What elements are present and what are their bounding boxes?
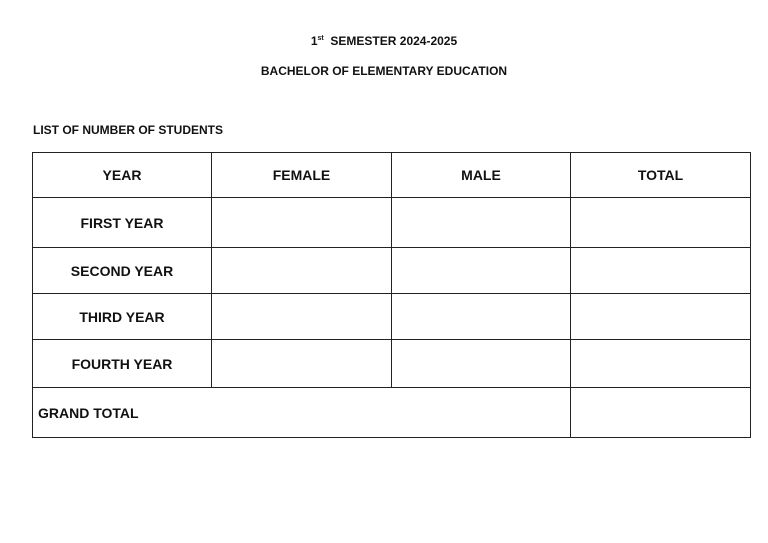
grand-total-label: GRAND TOTAL	[33, 388, 571, 438]
grand-total-row	[33, 388, 751, 438]
total-cell[interactable]	[571, 198, 751, 248]
column-header-total: TOTAL	[571, 153, 751, 198]
table-row	[33, 340, 751, 388]
male-cell[interactable]	[392, 248, 571, 294]
program-heading: BACHELOR OF ELEMENTARY EDUCATION	[260, 64, 508, 78]
female-cell[interactable]	[212, 248, 392, 294]
grand-total-cell[interactable]	[571, 388, 751, 438]
year-cell: FIRST YEAR	[33, 198, 212, 248]
female-cell[interactable]	[212, 294, 392, 340]
total-cell[interactable]	[571, 248, 751, 294]
total-cell[interactable]	[571, 294, 751, 340]
male-cell[interactable]	[392, 198, 571, 248]
male-cell[interactable]	[392, 294, 571, 340]
column-header-year: YEAR	[33, 153, 212, 198]
students-table	[32, 152, 751, 438]
table-row	[33, 198, 751, 248]
year-cell: FOURTH YEAR	[33, 340, 212, 388]
section-label: LIST OF NUMBER OF STUDENTS	[33, 123, 223, 137]
semester-number: 1	[310, 34, 318, 48]
column-header-male: MALE	[392, 153, 571, 198]
female-cell[interactable]	[212, 198, 392, 248]
table-header-row	[33, 153, 751, 198]
year-cell: THIRD YEAR	[33, 294, 212, 340]
total-cell[interactable]	[571, 340, 751, 388]
semester-ordinal-suffix: st	[317, 35, 324, 42]
male-cell[interactable]	[392, 340, 571, 388]
year-cell: SECOND YEAR	[33, 248, 212, 294]
semester-heading	[0, 34, 768, 48]
table-row	[33, 248, 751, 294]
column-header-female: FEMALE	[212, 153, 392, 198]
semester-text: SEMESTER 2024-2025	[330, 34, 458, 48]
table-row	[33, 294, 751, 340]
female-cell[interactable]	[212, 340, 392, 388]
